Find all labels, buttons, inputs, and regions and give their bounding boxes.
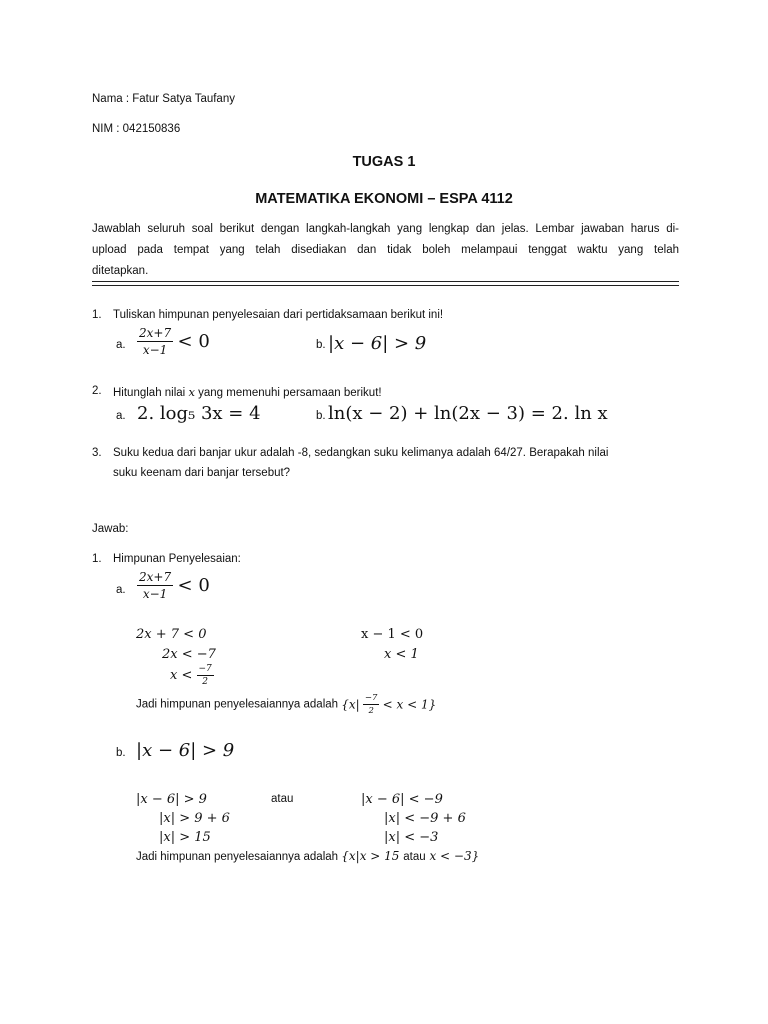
q1a-label: a. <box>116 339 126 351</box>
answer-a-step3-num: −7 <box>198 664 212 674</box>
answer-b-right-step-3: |x| < −3 <box>384 830 439 845</box>
q2a-expression: 2. log₅ 3x = 4 <box>137 403 261 424</box>
answer-b-conclusion-text: Jadi himpunan penyelesaiannya adalah <box>136 851 342 863</box>
answer-a-conclusion-set-open: {x| <box>341 697 360 712</box>
answer-a-conclusion-text: Jadi himpunan penyelesaiannya adalah <box>136 698 342 711</box>
doc-title: TUGAS 1 <box>352 154 416 170</box>
q2b-expression: ln(x − 2) + ln(2x − 3) = 2. ln x <box>328 403 608 424</box>
answer-1-number: 1. <box>92 553 102 565</box>
answer-b-expression: |x − 6| > 9 <box>136 740 235 761</box>
answer-a-left-step-1: 2x + 7 < 0 <box>136 627 207 642</box>
q1b-label: b. <box>316 339 326 351</box>
answer-a-right-step-1: x − 1 < 0 <box>361 627 424 642</box>
answer-a-numerator: 2x+7 <box>139 570 172 584</box>
q3-line-2: suku keenam dari banjar tersebut? <box>113 467 291 479</box>
instructions <box>92 219 679 282</box>
q1a-denominator: x−1 <box>142 343 168 357</box>
answer-b-atau: atau <box>271 793 294 805</box>
q2-text-post: yang memenuhi persamaan berikut! <box>194 387 382 399</box>
answer-a-denominator: x−1 <box>142 587 168 601</box>
q2a-label: a. <box>116 410 126 422</box>
divider-top <box>92 281 679 282</box>
answer-b-right-step-1: |x − 6| < −9 <box>361 792 443 807</box>
answer-b-left-step-2: |x| > 9 + 6 <box>159 811 230 826</box>
answer-a-fraction <box>137 570 173 601</box>
q1a-expression <box>137 326 210 357</box>
q2-text-pre: Hitunglah nilai <box>113 387 189 399</box>
q1-number: 1. <box>92 309 102 321</box>
answer-b-conclusion-set-1: {x|x > 15 <box>341 849 404 863</box>
answer-b-conclusion-set-2: x < −3} <box>425 849 480 863</box>
answer-b-conclusion <box>136 849 479 863</box>
answer-a-step3-fraction <box>197 664 214 687</box>
answer-a-expression <box>137 570 210 601</box>
instructions-line-3: ditetapkan. <box>92 265 149 277</box>
answer-a-conclusion-den: 2 <box>368 706 374 716</box>
answer-a-left-step-3 <box>170 664 214 687</box>
name-line: Nama : Fatur Satya Taufany <box>92 93 235 105</box>
q3-line-1: Suku kedua dari banjar ukur adalah -8, sedangkan suku kelimanya adalah 64/27. Berapakah nilai <box>113 447 609 459</box>
answer-a-conclusion-fraction <box>363 693 380 716</box>
answer-1-title: Himpunan Penyelesaian: <box>113 553 241 565</box>
answer-a-step3-den: 2 <box>202 677 208 687</box>
answer-b-right-step-2: |x| < −9 + 6 <box>384 811 466 826</box>
q1b-expression: |x − 6| > 9 <box>328 333 427 354</box>
answer-heading: Jawab: <box>92 523 129 535</box>
answer-b-label: b. <box>116 747 126 759</box>
answer-a-right-step-2: x < 1 <box>384 647 419 662</box>
answer-a-step3-lhs: x < <box>170 668 193 683</box>
q1-text: Tuliskan himpunan penyelesaian dari pertidaksamaan berikut ini! <box>113 309 444 321</box>
answer-a-conclusion-set-close: < x < 1} <box>382 697 437 712</box>
answer-a-relation: < 0 <box>177 575 210 596</box>
instructions-line-1: Jawablah seluruh soal berikut dengan langkah-langkah yang lengkap dan jelas. Lembar jawaban harus di- <box>92 223 679 235</box>
answer-b-left-step-3: |x| > 15 <box>159 830 211 845</box>
q2-text-var: x <box>188 385 195 399</box>
q3-number: 3. <box>92 447 102 459</box>
q1a-numerator: 2x+7 <box>139 326 172 340</box>
q2b-label: b. <box>316 410 326 422</box>
answer-a-conclusion-num: −7 <box>364 693 378 703</box>
answer-a-conclusion <box>136 693 436 716</box>
divider-bottom <box>92 285 679 286</box>
answer-a-label: a. <box>116 584 126 596</box>
answer-b-conclusion-atau: atau <box>403 851 426 863</box>
q2-text <box>113 385 382 399</box>
q1a-fraction <box>137 326 173 357</box>
instructions-line-2: upload pada tempat yang telah disediakan dan tidak boleh melampaui tenggat waktu yang telah <box>92 244 679 256</box>
q2-number: 2. <box>92 385 102 397</box>
answer-a-left-step-2: 2x < −7 <box>162 647 216 662</box>
q1a-relation: < 0 <box>177 331 210 352</box>
nim-line: NIM : 042150836 <box>92 123 181 135</box>
answer-b-left-step-1: |x − 6| > 9 <box>136 792 207 807</box>
doc-subtitle: MATEMATIKA EKONOMI – ESPA 4112 <box>255 191 513 207</box>
